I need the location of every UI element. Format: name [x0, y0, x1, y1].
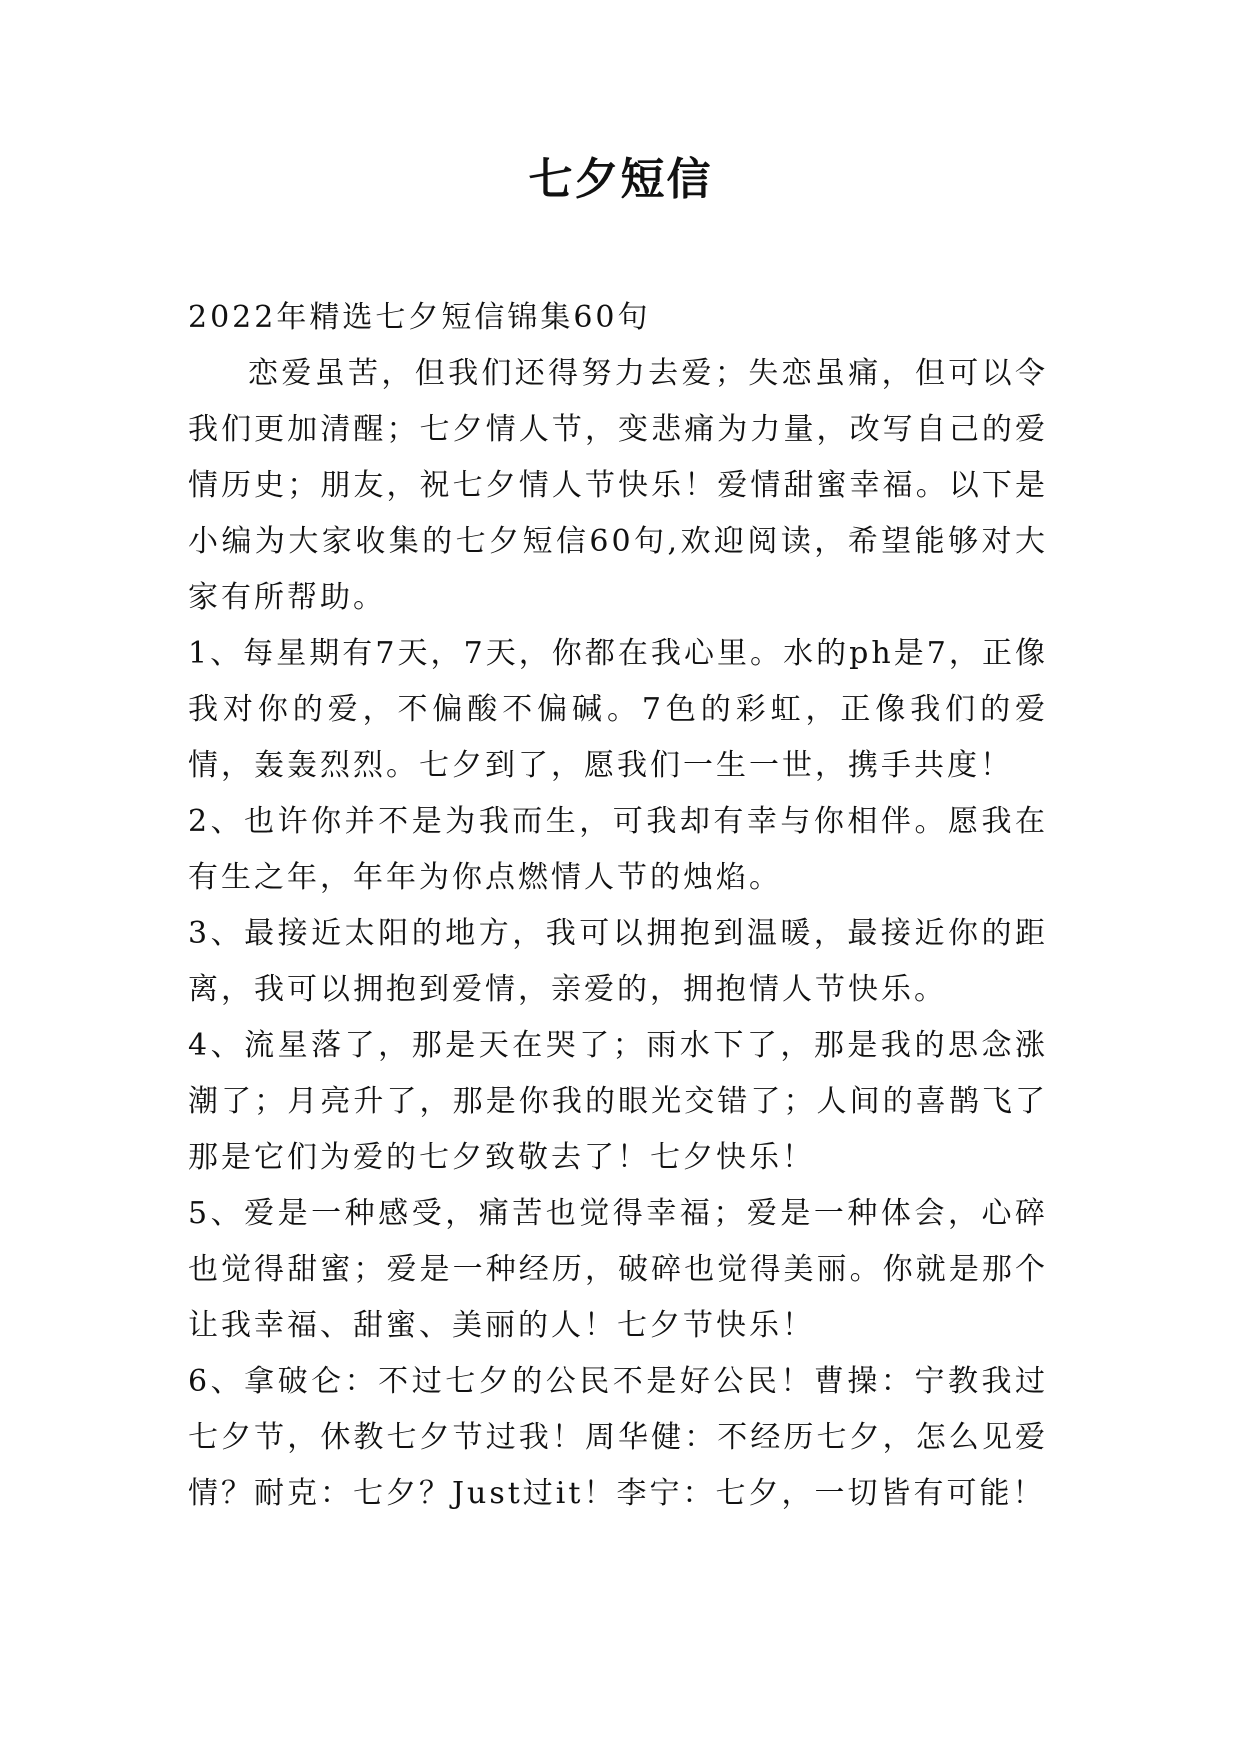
- list-item: 2、也许你并不是为我而生，可我却有幸与你相伴。愿我在有生之年，年年为你点燃情人节的烛焰。: [188, 804, 1048, 895]
- list-item: 4、流星落了，那是天在哭了；雨水下了，那是我的思念涨潮了；月亮升了，那是你我的眼光交错了；人间的喜鹊飞了那是它们为爱的七夕致敬去了！七夕快乐！: [188, 1028, 1048, 1175]
- document-subtitle: 2022年精选七夕短信锦集60句: [188, 300, 651, 335]
- document-title: 七夕短信: [528, 154, 713, 205]
- list-item: 5、爱是一种感受，痛苦也觉得幸福；爱是一种体会，心碎也觉得甜蜜；爱是一种经历，破碎也觉得美丽。你就是那个让我幸福、甜蜜、美丽的人！七夕节快乐！: [188, 1196, 1048, 1343]
- document-body: [188, 290, 1048, 1522]
- list-item: 3、最接近太阳的地方，我可以拥抱到温暖，最接近你的距离，我可以拥抱到爱情，亲爱的，拥抱情人节快乐。: [188, 916, 1048, 1007]
- list-item: 6、拿破仑：不过七夕的公民不是好公民！曹操：宁教我过七夕节，休教七夕节过我！周华健：不经历七夕，怎么见爱情？耐克：七夕？Just过it！李宁：七夕，一切皆有可能！: [188, 1364, 1048, 1511]
- list-item: 1、每星期有7天，7天，你都在我心里。水的ph是7，正像我对你的爱，不偏酸不偏碱。7色的彩虹，正像我们的爱情，轰轰烈烈。七夕到了，愿我们一生一世，携手共度！: [188, 636, 1048, 783]
- intro-paragraph: 恋爱虽苦，但我们还得努力去爱；失恋虽痛，但可以令我们更加清醒；七夕情人节，变悲痛为力量，改写自己的爱情历史；朋友，祝七夕情人节快乐！爱情甜蜜幸福。以下是小编为大家收集的七夕短信60句,欢迎阅读，希望能够对大家有所帮助。: [188, 356, 1048, 615]
